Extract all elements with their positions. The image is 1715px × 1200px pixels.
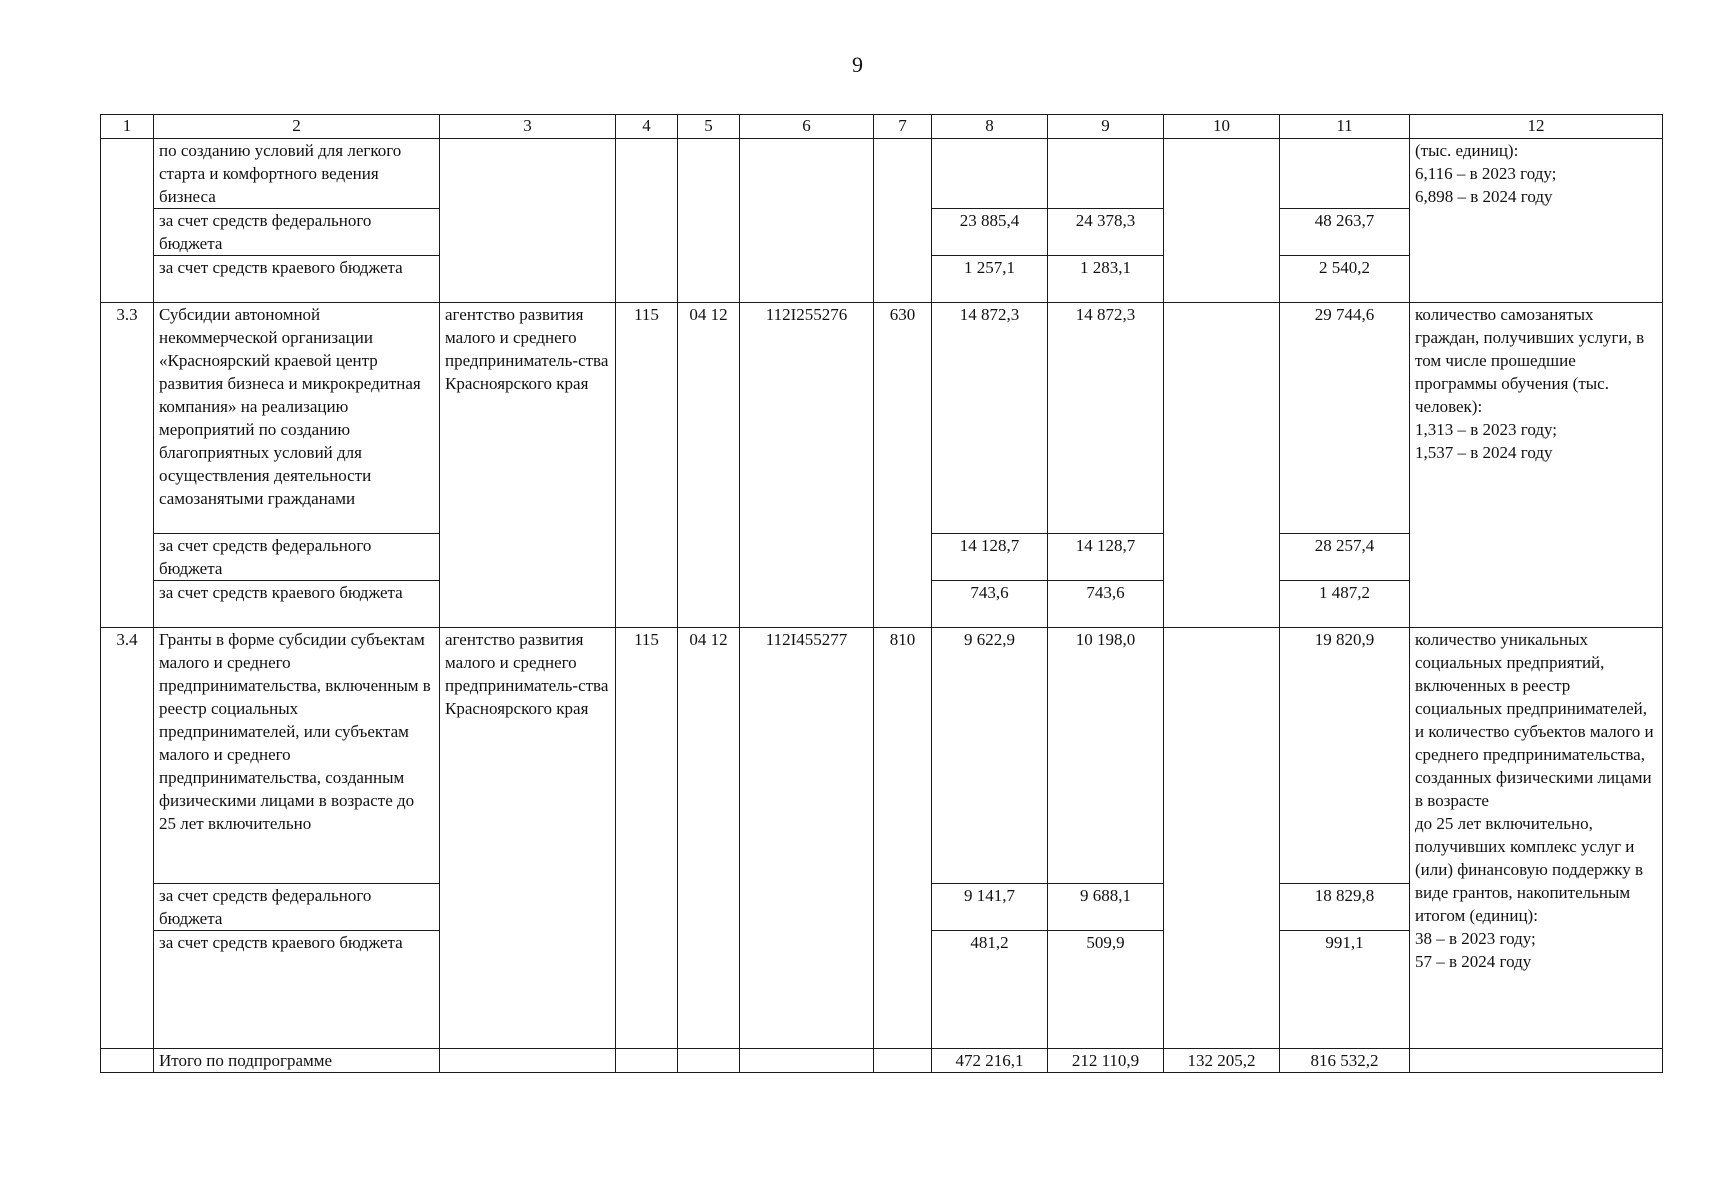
item-col-6 [740, 139, 874, 303]
item-col-4 [616, 139, 678, 303]
header-col-4: 4 [616, 115, 678, 139]
item-agency: агентство развития малого и среднего предприниматель-ства Красноярского края [440, 303, 616, 628]
header-col-2: 2 [154, 115, 440, 139]
header-col-3: 3 [440, 115, 616, 139]
header-col-6: 6 [740, 115, 874, 139]
budget-table [100, 114, 1663, 1073]
federal-value-8: 23 885,4 [932, 209, 1048, 256]
header-col-9: 9 [1048, 115, 1164, 139]
item-value-10 [1164, 628, 1280, 1049]
federal-budget-label: за счет средств федерального бюджета [154, 534, 440, 581]
regional-budget-label: за счет средств краевого бюджета [154, 931, 440, 1049]
item-col-6: 112I255276 [740, 303, 874, 628]
federal-budget-label: за счет средств федерального бюджета [154, 209, 440, 256]
header-col-8: 8 [932, 115, 1048, 139]
item-name: Субсидии автономной некоммерческой организации «Красноярский краевой центр развития бизнеса и микрокредитная компания» на реализацию мероприятий по созданию благоприятных условий для осуществления деятельности самозанятыми гражданами [154, 303, 440, 534]
total-value-9: 212 110,9 [1048, 1049, 1164, 1073]
total-col-4 [616, 1049, 678, 1073]
total-value-11: 816 532,2 [1280, 1049, 1410, 1073]
regional-value-8: 743,6 [932, 581, 1048, 628]
item-value-9: 14 872,3 [1048, 303, 1164, 534]
item-col-6: 112I455277 [740, 628, 874, 1049]
item-number: 3.4 [101, 628, 154, 1049]
regional-value-8: 481,2 [932, 931, 1048, 1049]
total-row [101, 1049, 1663, 1073]
item-value-11: 19 820,9 [1280, 628, 1410, 884]
header-col-7: 7 [874, 115, 932, 139]
total-value-10: 132 205,2 [1164, 1049, 1280, 1073]
item-indicator: количество самозанятых граждан, получивших услуги, в том числе прошедшие программы обучения (тыс. человек): 1,313 – в 2023 году; 1,537 – в 2024 году [1410, 303, 1663, 628]
item-value-8: 9 622,9 [932, 628, 1048, 884]
header-col-5: 5 [678, 115, 740, 139]
item-number: 3.3 [101, 303, 154, 628]
item-agency [440, 139, 616, 303]
item-col-7 [874, 139, 932, 303]
header-col-1: 1 [101, 115, 154, 139]
total-col-3 [440, 1049, 616, 1073]
federal-value-11: 48 263,7 [1280, 209, 1410, 256]
header-col-10: 10 [1164, 115, 1280, 139]
regional-budget-label: за счет средств краевого бюджета [154, 581, 440, 628]
item-value-10 [1164, 303, 1280, 628]
regional-value-9: 743,6 [1048, 581, 1164, 628]
federal-value-9: 14 128,7 [1048, 534, 1164, 581]
item-number [101, 139, 154, 303]
federal-budget-label: за счет средств федерального бюджета [154, 884, 440, 931]
table-row [101, 303, 1663, 534]
item-value-8 [932, 139, 1048, 209]
regional-value-9: 509,9 [1048, 931, 1164, 1049]
regional-value-11: 2 540,2 [1280, 256, 1410, 303]
federal-value-8: 9 141,7 [932, 884, 1048, 931]
header-col-11: 11 [1280, 115, 1410, 139]
federal-value-11: 18 829,8 [1280, 884, 1410, 931]
table-row [101, 139, 1663, 209]
item-value-10 [1164, 139, 1280, 303]
total-indicator [1410, 1049, 1663, 1073]
total-col-7 [874, 1049, 932, 1073]
federal-value-8: 14 128,7 [932, 534, 1048, 581]
regional-value-8: 1 257,1 [932, 256, 1048, 303]
item-name: по созданию условий для легкого старта и комфортного ведения бизнеса [154, 139, 440, 209]
item-col-5: 04 12 [678, 303, 740, 628]
total-col-6 [740, 1049, 874, 1073]
item-col-4: 115 [616, 628, 678, 1049]
page-number: 9 [852, 52, 863, 77]
item-agency: агентство развития малого и среднего предприниматель-ства Красноярского края [440, 628, 616, 1049]
header-col-12: 12 [1410, 115, 1663, 139]
item-value-11: 29 744,6 [1280, 303, 1410, 534]
item-value-9: 10 198,0 [1048, 628, 1164, 884]
item-col-5: 04 12 [678, 628, 740, 1049]
federal-value-9: 24 378,3 [1048, 209, 1164, 256]
regional-value-11: 1 487,2 [1280, 581, 1410, 628]
item-indicator: (тыс. единиц): 6,116 – в 2023 году; 6,898 – в 2024 году [1410, 139, 1663, 303]
item-col-7: 810 [874, 628, 932, 1049]
regional-budget-label: за счет средств краевого бюджета [154, 256, 440, 303]
regional-value-9: 1 283,1 [1048, 256, 1164, 303]
item-value-9 [1048, 139, 1164, 209]
federal-value-11: 28 257,4 [1280, 534, 1410, 581]
item-col-7: 630 [874, 303, 932, 628]
total-value-8: 472 216,1 [932, 1049, 1048, 1073]
item-value-11 [1280, 139, 1410, 209]
item-col-4: 115 [616, 303, 678, 628]
item-indicator: количество уникальных социальных предприятий, включенных в реестр социальных предпринимателей, и количество субъектов малого и среднего предпринимательства, созданных физическими лицами в возрасте до 25 лет включительно, получивших комплекс услуг и (или) финансовую поддержку в виде грантов, накопительным итогом (единиц): 38 – в 2023 году; 57 – в 2024 году [1410, 628, 1663, 1049]
total-label: Итого по подпрограмме [154, 1049, 440, 1073]
column-number-row [101, 115, 1663, 139]
item-col-5 [678, 139, 740, 303]
regional-value-11: 991,1 [1280, 931, 1410, 1049]
table-row [101, 628, 1663, 884]
item-name: Гранты в форме субсидии субъектам малого и среднего предпринимательства, включенным в реестр социальных предпринимателей, или субъектам малого и среднего предпринимательства, созданным физическими лицами в возрасте до 25 лет включительно [154, 628, 440, 884]
federal-value-9: 9 688,1 [1048, 884, 1164, 931]
total-number [101, 1049, 154, 1073]
item-value-8: 14 872,3 [932, 303, 1048, 534]
total-col-5 [678, 1049, 740, 1073]
